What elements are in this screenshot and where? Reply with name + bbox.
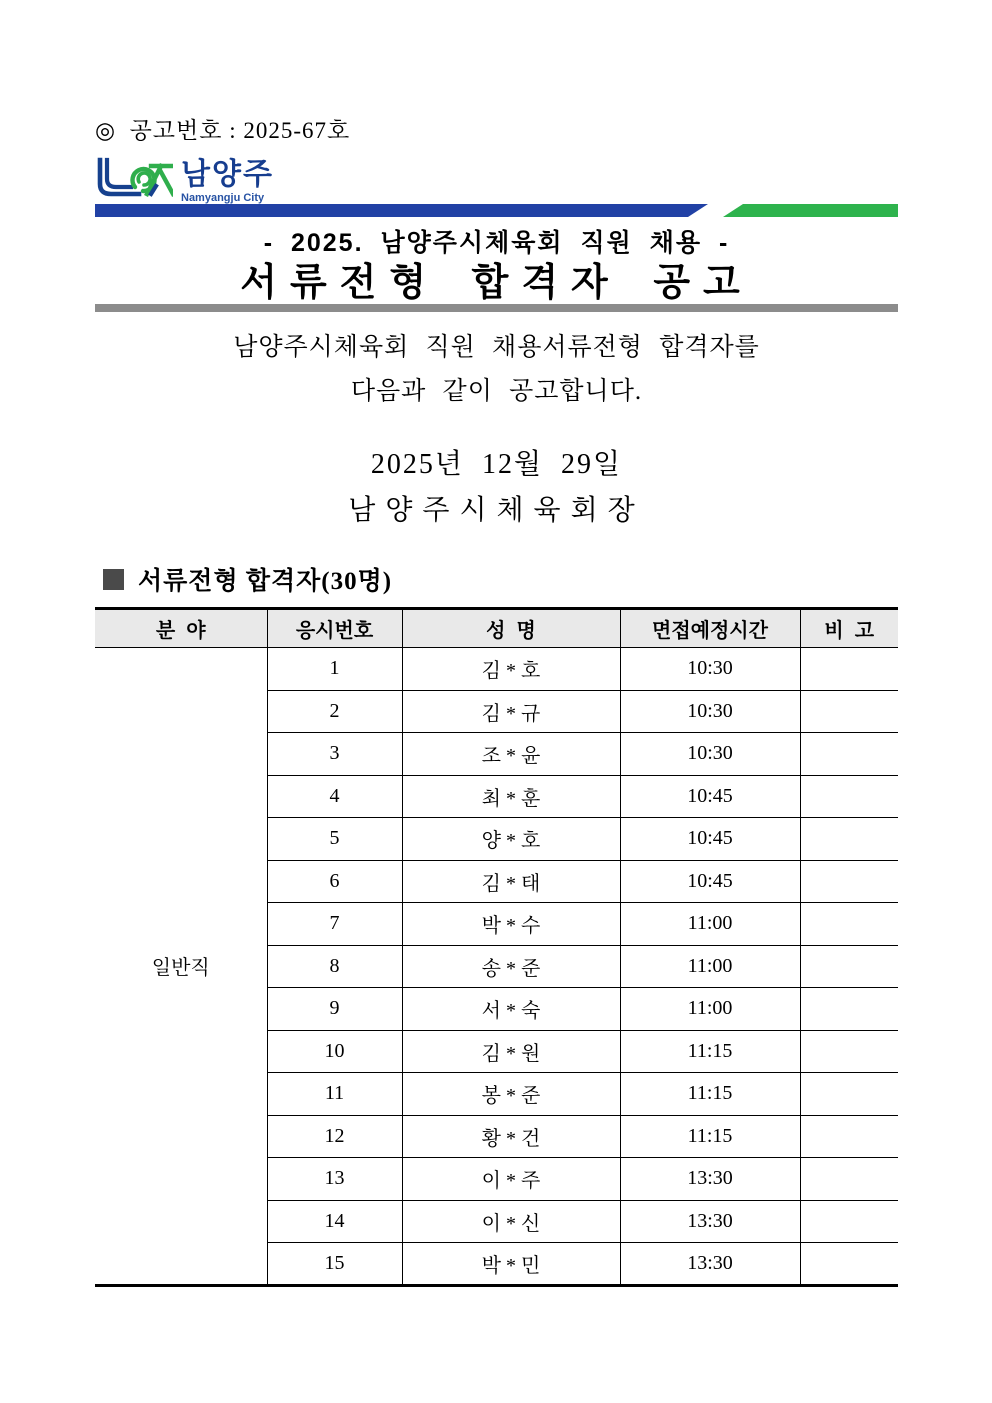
interview-time-cell: 13:30	[620, 1158, 800, 1201]
applicant-name-cell: 봉 * 준	[402, 1073, 620, 1116]
note-cell	[800, 1158, 898, 1201]
interview-time-cell: 10:30	[620, 690, 800, 733]
applicant-number-cell: 1	[267, 648, 402, 691]
interview-time-cell: 11:00	[620, 988, 800, 1031]
applicant-number-cell: 9	[267, 988, 402, 1031]
category-cell: 일반직	[95, 648, 267, 1286]
applicant-number-cell: 15	[267, 1243, 402, 1286]
announcement-signer: 남양주시체육회장	[348, 495, 645, 526]
pass-table	[95, 607, 898, 1287]
applicant-name-cell: 김 * 호	[402, 648, 620, 691]
applicant-number-cell: 8	[267, 945, 402, 988]
applicant-name-cell: 송 * 준	[402, 945, 620, 988]
column-header: 응시번호	[267, 609, 402, 648]
header-color-bar	[95, 204, 898, 217]
document-title: 서류전형 합격자 공고	[240, 262, 753, 304]
note-cell	[800, 1243, 898, 1286]
applicant-name-cell: 박 * 수	[402, 903, 620, 946]
applicant-name-cell: 이 * 주	[402, 1158, 620, 1201]
namyangju-logo-icon	[95, 156, 173, 208]
pass-table-container	[95, 607, 898, 1287]
note-cell	[800, 690, 898, 733]
namyangju-logo	[95, 156, 274, 208]
applicant-number-cell: 13	[267, 1158, 402, 1201]
interview-time-cell: 11:15	[620, 1073, 800, 1116]
header-bar-blue-segment	[95, 204, 708, 217]
table-body	[95, 648, 898, 1286]
applicant-number-cell: 11	[267, 1073, 402, 1116]
applicant-name-cell: 김 * 원	[402, 1030, 620, 1073]
section-title: 서류전형 합격자(30명)	[138, 568, 393, 595]
table-header-row	[95, 609, 898, 648]
interview-time-cell: 11:00	[620, 903, 800, 946]
interview-time-cell: 10:30	[620, 648, 800, 691]
section-heading	[103, 561, 392, 597]
column-header: 면접예정시간	[620, 609, 800, 648]
applicant-number-cell: 5	[267, 818, 402, 861]
interview-time-cell: 10:45	[620, 775, 800, 818]
column-header: 성 명	[402, 609, 620, 648]
applicant-name-cell: 최 * 훈	[402, 775, 620, 818]
square-bullet-icon	[103, 569, 124, 590]
note-cell	[800, 903, 898, 946]
applicant-name-cell: 조 * 윤	[402, 733, 620, 776]
applicant-name-cell: 이 * 신	[402, 1200, 620, 1243]
column-header: 비 고	[800, 609, 898, 648]
applicant-number-cell: 12	[267, 1115, 402, 1158]
applicant-name-cell: 김 * 태	[402, 860, 620, 903]
applicant-number-cell: 6	[267, 860, 402, 903]
logo-city-name: 남양주	[181, 158, 274, 191]
note-cell	[800, 733, 898, 776]
announcement-text-line2: 다음과 같이 공고합니다.	[350, 378, 643, 405]
note-cell	[800, 1030, 898, 1073]
notice-number: ◎ 공고번호 : 2025-67호	[95, 118, 351, 143]
table-row	[95, 648, 898, 691]
logo-text	[181, 156, 274, 204]
applicant-number-cell: 7	[267, 903, 402, 946]
interview-time-cell: 11:15	[620, 1115, 800, 1158]
logo-city-name-en: Namyangju City	[181, 192, 265, 204]
applicant-number-cell: 2	[267, 690, 402, 733]
note-cell	[800, 860, 898, 903]
applicant-number-cell: 10	[267, 1030, 402, 1073]
note-cell	[800, 945, 898, 988]
note-cell	[800, 818, 898, 861]
document-subtitle: - 2025. 남양주시체육회 직원 채용 -	[263, 229, 730, 257]
announcement-text-line1: 남양주시체육회 직원 채용서류전형 합격자를	[233, 334, 760, 361]
applicant-number-cell: 14	[267, 1200, 402, 1243]
interview-time-cell: 13:30	[620, 1243, 800, 1286]
applicant-name-cell: 양 * 호	[402, 818, 620, 861]
note-cell	[800, 775, 898, 818]
note-cell	[800, 1073, 898, 1116]
column-header: 분 야	[95, 609, 267, 648]
applicant-name-cell: 서 * 숙	[402, 988, 620, 1031]
interview-time-cell: 11:00	[620, 945, 800, 988]
note-cell	[800, 648, 898, 691]
note-cell	[800, 1115, 898, 1158]
header-bar-green-segment	[723, 204, 898, 217]
applicant-number-cell: 4	[267, 775, 402, 818]
table-head	[95, 609, 898, 648]
applicant-name-cell: 황 * 건	[402, 1115, 620, 1158]
gray-divider-bar	[95, 304, 898, 312]
interview-time-cell: 10:30	[620, 733, 800, 776]
note-cell	[800, 1200, 898, 1243]
interview-time-cell: 13:30	[620, 1200, 800, 1243]
applicant-name-cell: 박 * 민	[402, 1243, 620, 1286]
interview-time-cell: 10:45	[620, 818, 800, 861]
interview-time-cell: 11:15	[620, 1030, 800, 1073]
applicant-number-cell: 3	[267, 733, 402, 776]
applicant-name-cell: 김 * 규	[402, 690, 620, 733]
note-cell	[800, 988, 898, 1031]
announcement-date: 2025년 12월 29일	[370, 449, 623, 480]
interview-time-cell: 10:45	[620, 860, 800, 903]
